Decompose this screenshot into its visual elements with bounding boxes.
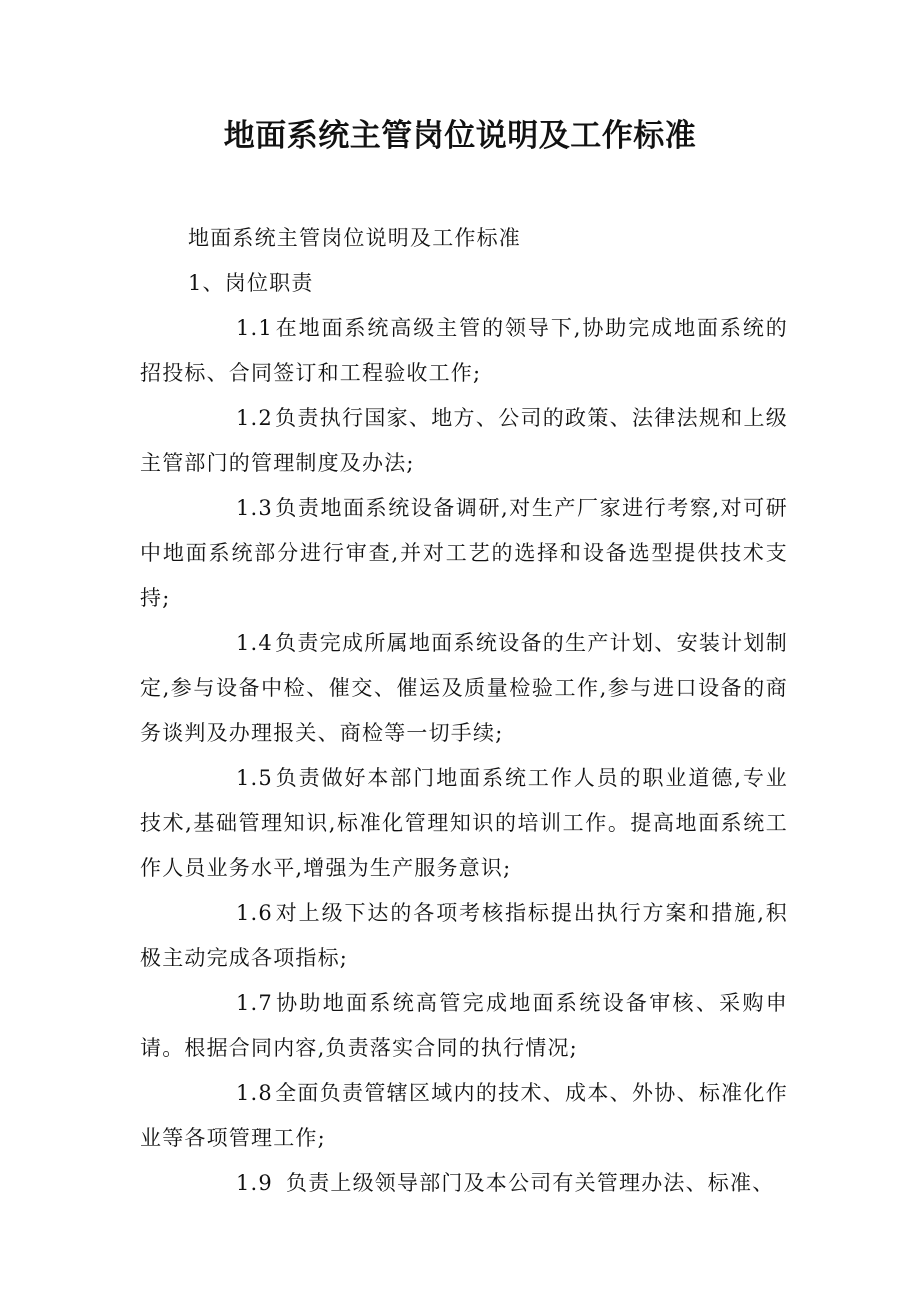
document-title: 地面系统主管岗位说明及工作标准 <box>223 118 697 154</box>
item-number: 1.3 <box>236 496 273 520</box>
item-text: 负责地面系统设备调研,对生产厂家进行考察,对可研中地面系统部分进行审查,并对工艺的选择和设备选型提供技术支持; <box>140 496 788 610</box>
item-number: 1.9 <box>236 1171 273 1195</box>
item-text: 负责上级领导部门及本公司有关管理办法、标准、 <box>286 1171 775 1195</box>
item-text: 协助地面系统高管完成地面系统设备审核、采购申请。根据合同内容,负责落实合同的执行情况; <box>140 991 788 1060</box>
item-number: 1.8 <box>236 1081 273 1105</box>
item-number: 1.1 <box>236 316 273 340</box>
item-text: 对上级下达的各项考核指标提出执行方案和措施,积极主动完成各项指标; <box>140 901 788 970</box>
duty-item-1-7 <box>140 981 788 1071</box>
item-number: 1.6 <box>236 901 273 925</box>
duty-item-1-5 <box>140 756 788 891</box>
document-body <box>140 216 788 1206</box>
duty-item-1-8 <box>140 1071 788 1161</box>
duty-item-1-9 <box>140 1161 788 1206</box>
item-number: 1.7 <box>236 991 273 1015</box>
duty-item-1-1 <box>140 306 788 396</box>
duty-item-1-4 <box>140 621 788 756</box>
item-text: 在地面系统高级主管的领导下,协助完成地面系统的招投标、合同签订和工程验收工作; <box>140 316 788 385</box>
duty-item-1-3 <box>140 486 788 621</box>
duty-item-1-2 <box>140 396 788 486</box>
item-text: 负责执行国家、地方、公司的政策、法律法规和上级主管部门的管理制度及办法; <box>140 406 788 475</box>
duty-item-1-6 <box>140 891 788 981</box>
subtitle-paragraph: 地面系统主管岗位说明及工作标准 <box>188 226 521 250</box>
item-text: 全面负责管辖区域内的技术、成本、外协、标准化作业等各项管理工作; <box>140 1081 788 1150</box>
item-number: 1.5 <box>236 766 273 790</box>
item-number: 1.2 <box>236 406 273 430</box>
item-number: 1.4 <box>236 631 273 655</box>
section-heading: 1、岗位职责 <box>188 271 314 295</box>
item-text: 负责完成所属地面系统设备的生产计划、安装计划制定,参与设备中检、催交、催运及质量检验工作,参与进口设备的商务谈判及办理报关、商检等一切手续; <box>140 631 788 745</box>
item-text: 负责做好本部门地面系统工作人员的职业道德,专业技术,基础管理知识,标准化管理知识的培训工作。提高地面系统工作人员业务水平,增强为生产服务意识; <box>140 766 788 880</box>
